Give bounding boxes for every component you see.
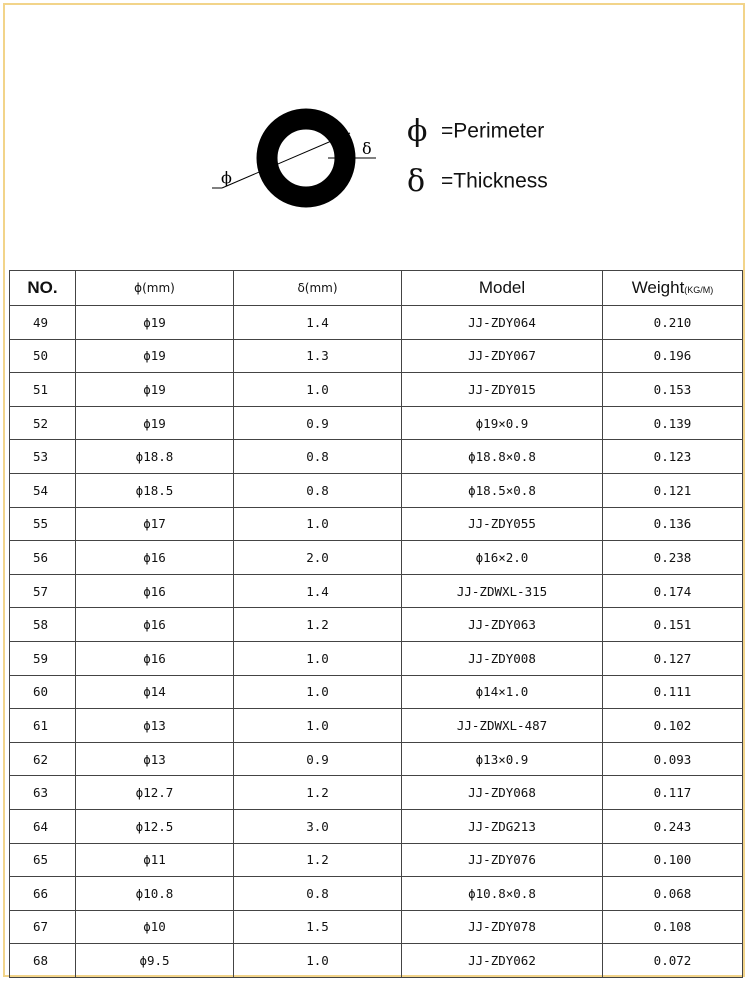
legend-perimeter-text: =Perimeter [441,119,545,143]
cell-delta: 2.0 [234,541,402,575]
cell-phi: ϕ9.5 [76,944,234,978]
table-row [10,406,743,440]
cell-no: 58 [10,608,76,642]
table-row [10,306,743,340]
cell-phi: ϕ16 [76,608,234,642]
cell-delta: 1.2 [234,608,402,642]
cell-weight: 0.127 [603,641,743,675]
cell-model: ϕ18.8×0.8 [402,440,603,474]
cell-model: ϕ13×0.9 [402,742,603,776]
header-weight-unit: (KG/M) [684,285,714,295]
cell-no: 64 [10,809,76,843]
cell-delta: 0.8 [234,440,402,474]
table-row [10,574,743,608]
cell-weight: 0.153 [603,373,743,407]
cell-delta: 0.8 [234,473,402,507]
cell-phi: ϕ13 [76,742,234,776]
cell-weight: 0.136 [603,507,743,541]
delta-diagram-label: δ [362,139,372,158]
cell-no: 50 [10,339,76,373]
cell-weight: 0.108 [603,910,743,944]
cell-delta: 3.0 [234,809,402,843]
cell-phi: ϕ10.8 [76,877,234,911]
legend-perimeter [407,114,544,149]
cell-model: JJ-ZDY015 [402,373,603,407]
cell-weight: 0.093 [603,742,743,776]
cell-delta: 1.2 [234,843,402,877]
cell-phi: ϕ18.5 [76,473,234,507]
cell-no: 67 [10,910,76,944]
cell-phi: ϕ11 [76,843,234,877]
table-row [10,473,743,507]
cell-phi: ϕ13 [76,709,234,743]
cell-delta: 1.0 [234,944,402,978]
cell-model: ϕ19×0.9 [402,406,603,440]
cell-weight: 0.123 [603,440,743,474]
cell-model: JJ-ZDG213 [402,809,603,843]
cell-model: ϕ18.5×0.8 [402,473,603,507]
cell-delta: 1.4 [234,306,402,340]
cell-phi: ϕ19 [76,373,234,407]
header-no: NO. [10,271,76,306]
cell-no: 57 [10,574,76,608]
cell-delta: 1.2 [234,776,402,810]
table-row [10,944,743,978]
cell-phi: ϕ19 [76,406,234,440]
table-row [10,608,743,642]
cell-model: JJ-ZDY064 [402,306,603,340]
specification-table [9,270,743,978]
cell-model: JJ-ZDY055 [402,507,603,541]
cell-weight: 0.100 [603,843,743,877]
cell-no: 66 [10,877,76,911]
cell-phi: ϕ16 [76,641,234,675]
cell-model: ϕ16×2.0 [402,541,603,575]
header-phi: ϕ(mm) [76,271,234,306]
cell-delta: 1.4 [234,574,402,608]
cell-weight: 0.210 [603,306,743,340]
table-row [10,675,743,709]
cell-delta: 1.0 [234,507,402,541]
cell-phi: ϕ16 [76,541,234,575]
table-row [10,910,743,944]
tube-diagram [0,0,750,270]
cell-weight: 0.111 [603,675,743,709]
cell-phi: ϕ16 [76,574,234,608]
cell-phi: ϕ12.7 [76,776,234,810]
cell-model: ϕ14×1.0 [402,675,603,709]
cell-no: 63 [10,776,76,810]
cell-model: JJ-ZDY008 [402,641,603,675]
cell-no: 52 [10,406,76,440]
cell-model: JJ-ZDY067 [402,339,603,373]
cell-no: 65 [10,843,76,877]
cell-weight: 0.068 [603,877,743,911]
cell-no: 61 [10,709,76,743]
cell-no: 53 [10,440,76,474]
cell-delta: 1.0 [234,641,402,675]
delta-symbol: δ [407,164,426,199]
table-header-row [10,271,743,306]
cell-phi: ϕ18.8 [76,440,234,474]
phi-symbol: ϕ [407,114,428,149]
header-weight [603,271,743,306]
header-model: Model [402,271,603,306]
cell-no: 51 [10,373,76,407]
cell-weight: 0.174 [603,574,743,608]
cell-weight: 0.238 [603,541,743,575]
table-row [10,742,743,776]
cell-phi: ϕ19 [76,306,234,340]
table-row [10,809,743,843]
cell-phi: ϕ19 [76,339,234,373]
cell-weight: 0.072 [603,944,743,978]
cell-no: 60 [10,675,76,709]
cell-model: JJ-ZDY063 [402,608,603,642]
cell-delta: 0.8 [234,877,402,911]
cell-no: 49 [10,306,76,340]
table-row [10,776,743,810]
cell-delta: 1.0 [234,675,402,709]
cell-delta: 1.3 [234,339,402,373]
cell-no: 62 [10,742,76,776]
table-row [10,507,743,541]
cell-phi: ϕ14 [76,675,234,709]
cell-model: JJ-ZDY078 [402,910,603,944]
cell-weight: 0.121 [603,473,743,507]
table-row [10,541,743,575]
cell-phi: ϕ10 [76,910,234,944]
cell-model: JJ-ZDWXL-487 [402,709,603,743]
phi-diagram-label: ϕ [221,168,232,187]
cell-delta: 1.0 [234,373,402,407]
table-row [10,373,743,407]
table-row [10,709,743,743]
cell-delta: 0.9 [234,742,402,776]
cell-weight: 0.102 [603,709,743,743]
cell-model: JJ-ZDWXL-315 [402,574,603,608]
cell-no: 54 [10,473,76,507]
cell-weight: 0.139 [603,406,743,440]
legend-thickness [407,164,548,199]
cell-no: 59 [10,641,76,675]
cell-model: JJ-ZDY068 [402,776,603,810]
cell-no: 55 [10,507,76,541]
cell-delta: 0.9 [234,406,402,440]
table-row [10,877,743,911]
cell-delta: 1.0 [234,709,402,743]
cell-no: 56 [10,541,76,575]
table-row [10,843,743,877]
cell-phi: ϕ17 [76,507,234,541]
cell-model: ϕ10.8×0.8 [402,877,603,911]
cell-phi: ϕ12.5 [76,809,234,843]
cell-model: JJ-ZDY076 [402,843,603,877]
ring-cross-section-icon [0,0,750,270]
cell-weight: 0.196 [603,339,743,373]
cell-model: JJ-ZDY062 [402,944,603,978]
cell-delta: 1.5 [234,910,402,944]
table-row [10,641,743,675]
cell-weight: 0.243 [603,809,743,843]
legend-thickness-text: =Thickness [441,169,548,193]
table-row [10,339,743,373]
table-row [10,440,743,474]
cell-no: 68 [10,944,76,978]
cell-weight: 0.151 [603,608,743,642]
cell-weight: 0.117 [603,776,743,810]
header-weight-label: Weight [631,278,685,297]
header-delta: δ(mm) [234,271,402,306]
